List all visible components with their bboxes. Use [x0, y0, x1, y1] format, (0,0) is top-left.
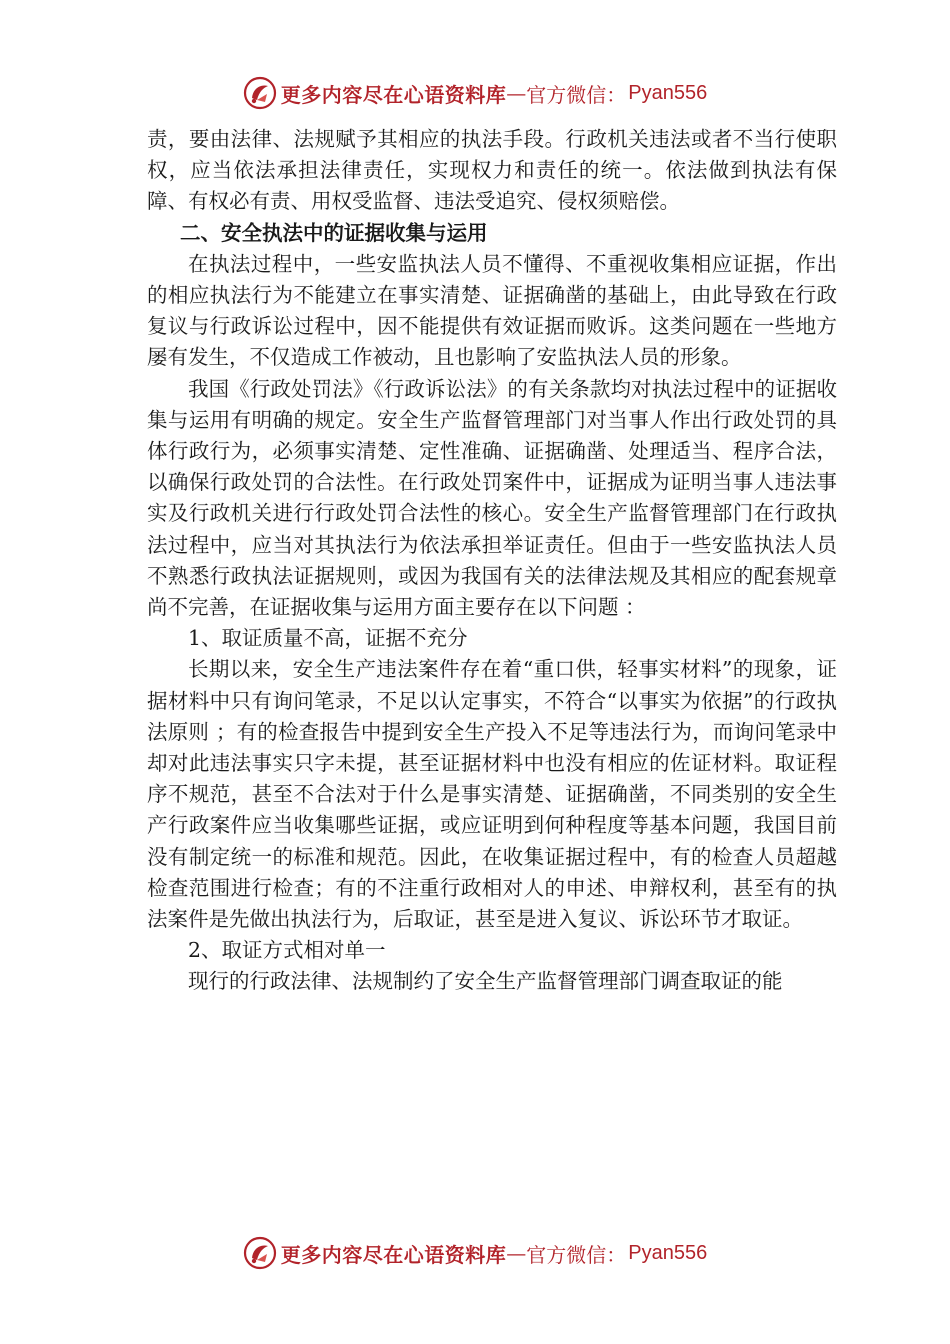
paragraph: 长期以来，安全生产违法案件存在着“重口供，轻事实材料”的现象，证据材料中只有询问笔录，不足以认定事实，不符合“以事实为依据”的行政执法原则 ；有的检查报告中提到安全生产投入不足等违法行为，而询问笔录中却对此违法事实只字未提，甚至证据材料中也没有相应的佐证材料。取证程序不规范，甚至不合法对于什么是事实清楚、证据确凿，不同类别的安全生产行政案件应当收集哪些证据，或应证明到何种程度等基本问题，我国目前没有制定统一的标准和规范。因此，在收集证据过程中，有的检查人员超越检查范围进行检查；有的不注重行政相对人的申述、申辩权利，甚至有的执法案件是先做出执法行为，后取证，甚至是进入复议、诉讼环节才取证。 — [147, 657, 837, 932]
wechat-id: Pyan556 — [628, 81, 708, 104]
subheading: 1、取证质量不高，证据不充分 — [188, 626, 468, 651]
banner-label: 官方微信： — [526, 82, 627, 107]
banner-title: 更多内容尽在心语资料库 — [280, 82, 507, 107]
subheading: 2、取证方式相对单一 — [188, 938, 386, 963]
paragraph: 我国《行政处罚法》《行政诉讼法》的有关条款均对执法过程中的证据收集与运用有明确的规定。安全生产监督管理部门对当事人作出行政处罚的具体行政行为，必须事实清楚、定性准确、证据确凿、处理适当、程序合法，以确保行政处罚的合法性。在行政处罚案件中，证据成为证明当事人违法事实及行政机关进行行政处罚合法性的核心。安全生产监督管理部门在行政执法过程中，应当对其执法行为依法承担举证责任。但由于一些安监执法人员不熟悉行政执法证据规则，或因为我国有关的法律法规及其相应的配套规章尚不完善，在证据收集与运用方面主要存在以下问题 ： — [147, 376, 837, 620]
header-banner — [0, 73, 950, 113]
brand-logo-icon — [243, 76, 277, 110]
banner-separator: — — [506, 81, 527, 105]
brand-logo-icon — [243, 1236, 277, 1270]
document-body — [147, 124, 837, 998]
paragraph: 在执法过程中，一些安监执法人员不懂得、不重视收集相应证据，作出的相应执法行为不能建立在事实清楚、证据确凿的基础上，由此导致在行政复议与行政诉讼过程中，因不能提供有效证据而败诉。这类问题在一些地方屡有发生，不仅造成工作被动，且也影响了安监执法人员的形象。 — [147, 251, 837, 370]
banner-label: 官方微信： — [526, 1242, 627, 1267]
paragraph: 现行的行政法律、法规制约了安全生产监督管理部门调查取证的能 — [188, 969, 783, 994]
wechat-id: Pyan556 — [628, 1241, 708, 1264]
banner-separator: — — [506, 1241, 527, 1265]
footer-banner — [0, 1233, 950, 1273]
section-heading: 二、安全执法中的证据收集与运用 — [180, 220, 488, 245]
banner-title: 更多内容尽在心语资料库 — [280, 1242, 507, 1267]
paragraph-continuation: 责，要由法律、法规赋予其相应的执法手段。行政机关违法或者不当行使职权，应当依法承担法律责任，实现权力和责任的统一。依法做到执法有保障、有权必有责、用权受监督、违法受追究、侵权须赔偿。 — [147, 127, 837, 214]
